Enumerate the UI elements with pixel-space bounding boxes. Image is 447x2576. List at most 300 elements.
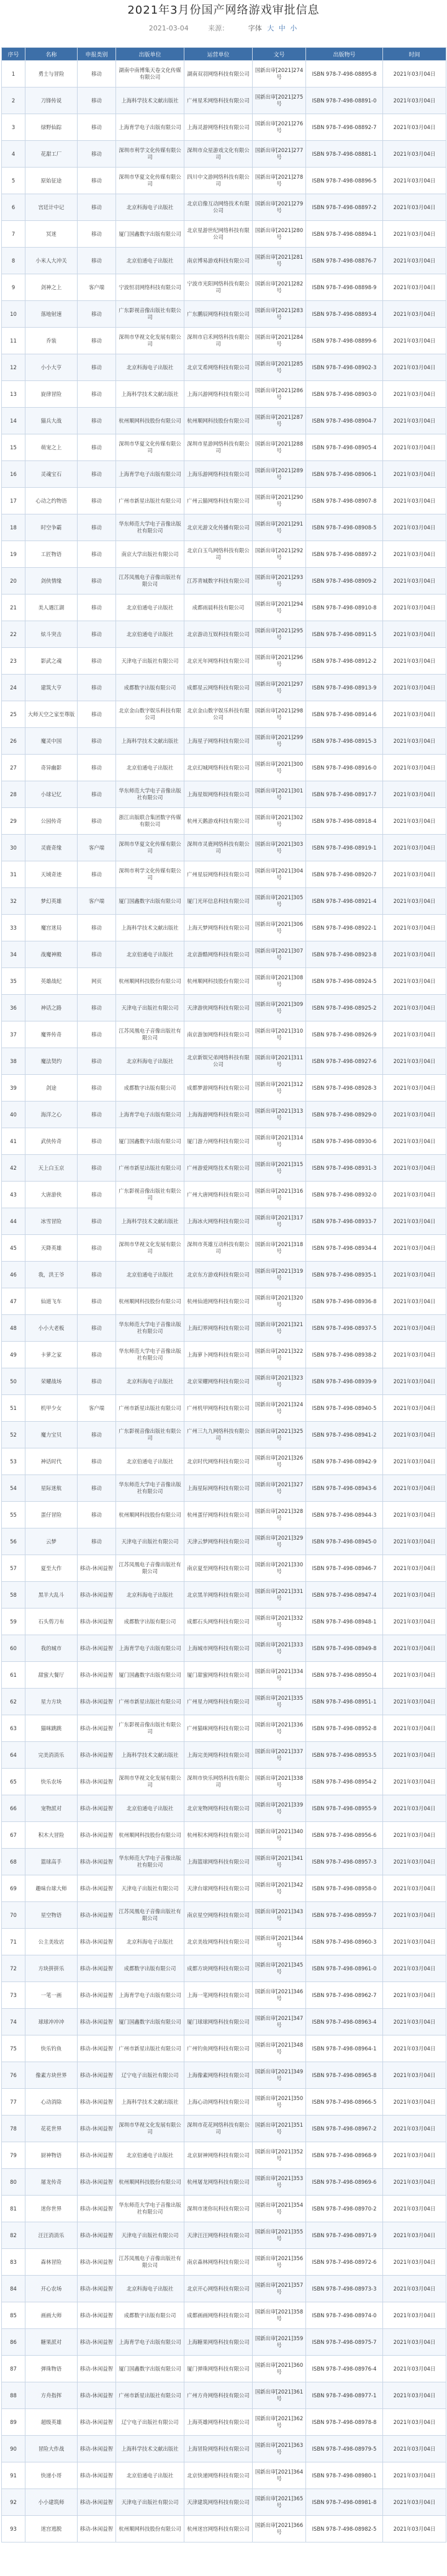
cell-category: 移动-休闲益智: [78, 2462, 116, 2489]
table-row: [2, 1315, 446, 1342]
cell-date: 2021年03月04日: [383, 2009, 446, 2035]
cell-name: 汪汪消消乐: [25, 2222, 78, 2249]
table-row: [2, 1182, 446, 1208]
cell-date: 2021年03月04日: [383, 2382, 446, 2409]
cell-category: 移动: [78, 648, 116, 675]
cell-category: 移动-休闲益智: [78, 2276, 116, 2302]
cell-operator: 江苏青城数字科技有限公司: [184, 568, 253, 595]
cell-index: 29: [2, 808, 25, 835]
cell-publisher: 江苏凤凰电子音像出版社有限公司: [116, 1021, 184, 1048]
cell-operator: 南京星空网络科技有限公司: [184, 1902, 253, 1929]
cell-index: 16: [2, 461, 25, 488]
cell-isbn: ISBN 978-7-498-08980-1: [306, 2462, 383, 2489]
cell-index: 38: [2, 1048, 25, 1075]
cell-isbn: ISBN 978-7-498-08973-3: [306, 2276, 383, 2302]
cell-name: 剑途: [25, 1075, 78, 1102]
font-size-switcher: [248, 24, 299, 32]
approval-table: [1, 47, 446, 2542]
cell-isbn: ISBN 978-7-498-08959-7: [306, 1902, 383, 1929]
cell-name: 建筑大亨: [25, 675, 78, 701]
cell-index: 33: [2, 915, 25, 941]
table-row: [2, 1075, 446, 1102]
cell-operator: 湖南双羽网络科技有限公司: [184, 61, 253, 88]
cell-name: 星力方块: [25, 1689, 78, 1715]
cell-name: 快乐钓鱼: [25, 2035, 78, 2062]
cell-date: 2021年03月04日: [383, 861, 446, 888]
cell-operator: 成都星云网络科技有限公司: [184, 675, 253, 701]
cell-isbn: ISBN 978-7-498-08952-8: [306, 1715, 383, 1742]
table-row: [2, 755, 446, 781]
table-row: [2, 541, 446, 568]
cell-approval-no: 国新出审[2021]275号: [253, 88, 306, 114]
cell-operator: 广州云猫网络科技有限公司: [184, 488, 253, 514]
cell-date: 2021年03月04日: [383, 61, 446, 88]
cell-approval-no: 国新出审[2021]274号: [253, 61, 306, 88]
cell-date: 2021年03月04日: [383, 1555, 446, 1582]
cell-date: 2021年03月04日: [383, 2302, 446, 2329]
cell-category: 移动-休闲益智: [78, 2169, 116, 2196]
cell-approval-no: 国新出审[2021]325号: [253, 1422, 306, 1448]
cell-index: 31: [2, 861, 25, 888]
table-row: [2, 861, 446, 888]
cell-category: 移动: [78, 781, 116, 808]
cell-index: 53: [2, 1448, 25, 1475]
cell-publisher: 上海育学电子出版有限公司: [116, 1635, 184, 1662]
cell-index: 90: [2, 2436, 25, 2462]
cell-category: 移动: [78, 941, 116, 968]
table-row: [2, 2436, 446, 2462]
cell-category: 移动-休闲益智: [78, 1902, 116, 1929]
cell-publisher: 华东师范大学电子音像出版社有限公司: [116, 1315, 184, 1342]
cell-category: 移动-休闲益智: [78, 2089, 116, 2116]
cell-category: 移动: [78, 621, 116, 648]
cell-publisher: 广州市新星出版社有限公司: [116, 1395, 184, 1422]
cell-category: 移动: [78, 755, 116, 781]
cell-date: 2021年03月04日: [383, 461, 446, 488]
cell-category: 移动: [78, 114, 116, 141]
cell-approval-no: 国新出审[2021]366号: [253, 2516, 306, 2542]
cell-approval-no: 国新出审[2021]292号: [253, 541, 306, 568]
cell-operator: 广州机甲网络科技有限公司: [184, 1395, 253, 1422]
cell-isbn: ISBN 978-7-498-08928-3: [306, 1075, 383, 1102]
cell-name: 神话之路: [25, 995, 78, 1021]
cell-category: 移动: [78, 1422, 116, 1448]
cell-category: 移动: [78, 1315, 116, 1342]
cell-isbn: ISBN 978-7-498-08893-4: [306, 301, 383, 328]
table-row: [2, 488, 446, 514]
table-row: [2, 354, 446, 381]
cell-isbn: ISBN 978-7-498-08914-6: [306, 701, 383, 728]
cell-date: 2021年03月04日: [383, 514, 446, 541]
cell-approval-no: 国新出审[2021]305号: [253, 888, 306, 915]
table-row: [2, 1528, 446, 1555]
cell-approval-no: 国新出审[2021]352号: [253, 2142, 306, 2169]
font-medium-button[interactable]: 中: [278, 24, 286, 32]
col-header-date: 时间: [383, 48, 446, 61]
cell-approval-no: 国新出审[2021]341号: [253, 1849, 306, 1875]
cell-publisher: 广东影视音像出版社有限公司: [116, 1422, 184, 1448]
cell-operator: 北京白玉鸟网络科技有限公司: [184, 541, 253, 568]
cell-approval-no: 国新出审[2021]295号: [253, 621, 306, 648]
cell-index: 23: [2, 648, 25, 675]
cell-isbn: ISBN 978-7-498-08940-5: [306, 1395, 383, 1422]
cell-isbn: ISBN 978-7-498-08934-4: [306, 1235, 383, 1262]
table-row: [2, 621, 446, 648]
table-row: [2, 408, 446, 434]
cell-publisher: 天津电子出版社有限公司: [116, 2222, 184, 2249]
cell-name: 海洋之心: [25, 1102, 78, 1128]
cell-operator: 厦门游力网络科技有限公司: [184, 1128, 253, 1155]
cell-isbn: ISBN 978-7-498-08965-8: [306, 2062, 383, 2089]
cell-publisher: 湖南中南博集天卷文化传媒有限公司: [116, 61, 184, 88]
table-row: [2, 941, 446, 968]
cell-index: 46: [2, 1262, 25, 1288]
cell-operator: 上海城市网络科技有限公司: [184, 1635, 253, 1662]
table-row: [2, 1368, 446, 1395]
cell-isbn: ISBN 978-7-498-08933-7: [306, 1208, 383, 1235]
cell-approval-no: 国新出审[2021]308号: [253, 968, 306, 995]
cell-isbn: ISBN 978-7-498-08910-8: [306, 595, 383, 621]
cell-name: 方块拼拼乐: [25, 1955, 78, 1982]
cell-index: 7: [2, 221, 25, 248]
col-header-isbn: 出版物号: [306, 48, 383, 61]
cell-index: 71: [2, 1929, 25, 1955]
cell-operator: 杭州顺网科技股份有限公司: [184, 408, 253, 434]
cell-approval-no: 国新出审[2021]328号: [253, 1502, 306, 1528]
cell-isbn: ISBN 978-7-498-08899-6: [306, 328, 383, 354]
cell-date: 2021年03月04日: [383, 1182, 446, 1208]
cell-index: 82: [2, 2222, 25, 2249]
cell-index: 42: [2, 1155, 25, 1182]
cell-index: 5: [2, 168, 25, 194]
cell-category: 移动: [78, 728, 116, 755]
cell-isbn: ISBN 978-7-498-08917-7: [306, 781, 383, 808]
cell-date: 2021年03月04日: [383, 1048, 446, 1075]
cell-category: 移动: [78, 408, 116, 434]
cell-date: 2021年03月04日: [383, 1849, 446, 1875]
table-row: [2, 2329, 446, 2356]
cell-category: 客户端: [78, 274, 116, 301]
cell-name: 战魔神殿: [25, 941, 78, 968]
cell-publisher: 厦门国鑫数字出版有限公司: [116, 888, 184, 915]
cell-name: 快递小哥: [25, 2462, 78, 2489]
cell-approval-no: 国新出审[2021]337号: [253, 1742, 306, 1769]
table-row: [2, 1582, 446, 1609]
cell-operator: 上海灵游网络科技有限公司: [184, 114, 253, 141]
table-row: [2, 1769, 446, 1795]
cell-publisher: 北京伯通电子出版社: [116, 2462, 184, 2489]
cell-name: 原始征途: [25, 168, 78, 194]
cell-name: 甜蜜大餐厅: [25, 1662, 78, 1689]
cell-index: 1: [2, 61, 25, 88]
cell-index: 3: [2, 114, 25, 141]
cell-operator: 天津游侠网络科技有限公司: [184, 995, 253, 1021]
cell-name: 武侠传奇: [25, 1128, 78, 1155]
cell-isbn: ISBN 978-7-498-08957-3: [306, 1849, 383, 1875]
table-row: [2, 2062, 446, 2089]
cell-approval-no: 国新出审[2021]339号: [253, 1795, 306, 1822]
cell-date: 2021年03月04日: [383, 301, 446, 328]
table-row: [2, 1448, 446, 1475]
cell-name: 小米人大冲关: [25, 248, 78, 274]
cell-name: 心动之约物语: [25, 488, 78, 514]
cell-category: 移动: [78, 675, 116, 701]
cell-isbn: ISBN 978-7-498-08978-8: [306, 2409, 383, 2436]
cell-index: 83: [2, 2249, 25, 2276]
col-header-index: 序号: [2, 48, 25, 61]
cell-category: 移动-休闲益智: [78, 2356, 116, 2382]
cell-operator: 广州星力网络科技有限公司: [184, 1689, 253, 1715]
table-row: [2, 2169, 446, 2196]
cell-index: 56: [2, 1528, 25, 1555]
cell-date: 2021年03月04日: [383, 2356, 446, 2382]
cell-publisher: 广州市新星出版社有限公司: [116, 488, 184, 514]
cell-index: 66: [2, 1795, 25, 1822]
cell-date: 2021年03月04日: [383, 168, 446, 194]
cell-isbn: ISBN 978-7-498-08967-2: [306, 2116, 383, 2142]
table-row: [2, 1021, 446, 1048]
cell-publisher: 杭州顺网科技股份有限公司: [116, 1822, 184, 1849]
cell-isbn: ISBN 978-7-498-08979-5: [306, 2436, 383, 2462]
table-row: [2, 114, 446, 141]
cell-operator: 上海像素网络科技有限公司: [184, 2062, 253, 2089]
cell-name: 落地射速: [25, 301, 78, 328]
cell-isbn: ISBN 978-7-498-08942-9: [306, 1448, 383, 1475]
cell-date: 2021年03月04日: [383, 1528, 446, 1555]
cell-category: 移动-休闲益智: [78, 1929, 116, 1955]
cell-category: 移动: [78, 434, 116, 461]
cell-name: 英雄战纪: [25, 968, 78, 995]
cell-publisher: 广东影视音像出版社有限公司: [116, 1182, 184, 1208]
table-row: [2, 2222, 446, 2249]
cell-isbn: ISBN 978-7-498-08912-2: [306, 648, 383, 675]
cell-publisher: 成都数字出版有限公司: [116, 1609, 184, 1635]
cell-operator: 天津汪汪网络科技有限公司: [184, 2222, 253, 2249]
table-row: [2, 2356, 446, 2382]
cell-date: 2021年03月04日: [383, 88, 446, 114]
cell-approval-no: 国新出审[2021]302号: [253, 808, 306, 835]
table-row: [2, 915, 446, 941]
cell-date: 2021年03月04日: [383, 141, 446, 168]
table-row: [2, 675, 446, 701]
cell-isbn: ISBN 978-7-498-08931-3: [306, 1155, 383, 1182]
table-row: [2, 328, 446, 354]
cell-approval-no: 国新出审[2021]283号: [253, 301, 306, 328]
font-large-button[interactable]: 大: [267, 24, 274, 32]
cell-approval-no: 国新出审[2021]363号: [253, 2436, 306, 2462]
cell-date: 2021年03月04日: [383, 781, 446, 808]
cell-approval-no: 国新出审[2021]343号: [253, 1902, 306, 1929]
cell-name: 完美消消乐: [25, 1742, 78, 1769]
cell-approval-no: 国新出审[2021]334号: [253, 1662, 306, 1689]
cell-date: 2021年03月04日: [383, 1262, 446, 1288]
cell-name: 卡萝之家: [25, 1342, 78, 1368]
cell-name: 大师天空之家至尊版: [25, 701, 78, 728]
cell-date: 2021年03月04日: [383, 888, 446, 915]
cell-publisher: 深圳市华视文化发展有限公司: [116, 328, 184, 354]
cell-name: 机甲少女: [25, 1395, 78, 1422]
col-header-approval-no: 文号: [253, 48, 306, 61]
cell-date: 2021年03月04日: [383, 2436, 446, 2462]
cell-operator: 北京荣耀网络科技有限公司: [184, 1368, 253, 1395]
cell-isbn: ISBN 978-7-498-08902-3: [306, 354, 383, 381]
cell-approval-no: 国新出审[2021]357号: [253, 2276, 306, 2302]
cell-operator: 上海星际网络科技有限公司: [184, 1475, 253, 1502]
cell-approval-no: 国新出审[2021]298号: [253, 701, 306, 728]
cell-approval-no: 国新出审[2021]280号: [253, 221, 306, 248]
cell-approval-no: 国新出审[2021]348号: [253, 2035, 306, 2062]
cell-operator: 成都石头网络科技有限公司: [184, 1609, 253, 1635]
cell-publisher: 辽宁电子出版社有限公司: [116, 2062, 184, 2089]
cell-approval-no: 国新出审[2021]346号: [253, 1982, 306, 2009]
cell-isbn: ISBN 978-7-498-08911-5: [306, 621, 383, 648]
cell-index: 45: [2, 1235, 25, 1262]
cell-operator: 厦门甜蜜网络科技有限公司: [184, 1662, 253, 1689]
cell-approval-no: 国新出审[2021]300号: [253, 755, 306, 781]
cell-date: 2021年03月04日: [383, 2516, 446, 2542]
cell-isbn: ISBN 978-7-498-08966-5: [306, 2089, 383, 2116]
cell-approval-no: 国新出审[2021]347号: [253, 2009, 306, 2035]
article-meta: [0, 22, 447, 35]
table-row: [2, 1235, 446, 1262]
cell-operator: 杭州积木网络科技有限公司: [184, 1822, 253, 1849]
cell-index: 35: [2, 968, 25, 995]
cell-index: 21: [2, 595, 25, 621]
cell-isbn: ISBN 978-7-498-08945-0: [306, 1528, 383, 1555]
cell-operator: 杭州仙道网络科技有限公司: [184, 1288, 253, 1315]
cell-publisher: 厦门国鑫数字出版有限公司: [116, 2009, 184, 2035]
table-row: [2, 808, 446, 835]
cell-index: 68: [2, 1849, 25, 1875]
cell-isbn: ISBN 978-7-498-08896-5: [306, 168, 383, 194]
cell-approval-no: 国新出审[2021]307号: [253, 941, 306, 968]
cell-index: 40: [2, 1102, 25, 1128]
cell-date: 2021年03月04日: [383, 2276, 446, 2302]
cell-approval-no: 国新出审[2021]361号: [253, 2382, 306, 2409]
font-small-button[interactable]: 小: [290, 24, 297, 32]
cell-name: 小小大老板: [25, 1315, 78, 1342]
cell-approval-no: 国新出审[2021]342号: [253, 1875, 306, 1902]
cell-name: 云梦: [25, 1528, 78, 1555]
cell-category: 移动-休闲益智: [78, 1689, 116, 1715]
cell-index: 49: [2, 1342, 25, 1368]
cell-approval-no: 国新出审[2021]310号: [253, 1021, 306, 1048]
table-row: [2, 595, 446, 621]
cell-index: 79: [2, 2142, 25, 2169]
cell-date: 2021年03月04日: [383, 274, 446, 301]
cell-category: 移动: [78, 1262, 116, 1288]
cell-publisher: 广州市新星出版社有限公司: [116, 1689, 184, 1715]
cell-category: 移动: [78, 1342, 116, 1368]
cell-isbn: ISBN 978-7-498-08950-4: [306, 1662, 383, 1689]
cell-approval-no: 国新出审[2021]364号: [253, 2462, 306, 2489]
cell-operator: 上海英雄网络科技有限公司: [184, 2409, 253, 2436]
cell-publisher: 上海科学技术文献出版社: [116, 1742, 184, 1769]
cell-category: 移动: [78, 1475, 116, 1502]
cell-operator: 天津台球网络科技有限公司: [184, 1875, 253, 1902]
cell-approval-no: 国新出审[2021]282号: [253, 274, 306, 301]
cell-isbn: ISBN 978-7-498-08932-0: [306, 1182, 383, 1208]
cell-name: 森林冒险: [25, 2249, 78, 2276]
cell-isbn: ISBN 978-7-498-08972-6: [306, 2249, 383, 2276]
cell-index: 69: [2, 1875, 25, 1902]
cell-name: 夏至大作: [25, 1555, 78, 1582]
cell-isbn: ISBN 978-7-498-08918-4: [306, 808, 383, 835]
cell-date: 2021年03月04日: [383, 248, 446, 274]
cell-approval-no: 国新出审[2021]340号: [253, 1822, 306, 1849]
cell-category: 移动: [78, 381, 116, 408]
cell-category: 移动-休闲益智: [78, 2382, 116, 2409]
cell-index: 59: [2, 1609, 25, 1635]
cell-name: 篮球高手: [25, 1849, 78, 1875]
cell-operator: 北京金山数字娱乐科技有限公司: [184, 701, 253, 728]
cell-publisher: 深圳市利学文化传媒有限公司: [116, 861, 184, 888]
cell-date: 2021年03月04日: [383, 1875, 446, 1902]
cell-publisher: 上海育学电子出版有限公司: [116, 114, 184, 141]
cell-publisher: 厦门国鑫数字出版有限公司: [116, 1662, 184, 1689]
table-row: [2, 1689, 446, 1715]
cell-index: 12: [2, 354, 25, 381]
font-size-label: 字体: [248, 24, 262, 32]
cell-category: 移动: [78, 1368, 116, 1395]
table-row: [2, 835, 446, 861]
cell-category: 移动: [78, 1502, 116, 1528]
cell-approval-no: 国新出审[2021]335号: [253, 1689, 306, 1715]
cell-name: 厨神物语: [25, 2142, 78, 2169]
cell-category: 移动: [78, 168, 116, 194]
cell-date: 2021年03月04日: [383, 1315, 446, 1342]
cell-category: 移动-休闲益智: [78, 1715, 116, 1742]
cell-index: 88: [2, 2382, 25, 2409]
col-header-name: 名称: [25, 48, 78, 61]
cell-date: 2021年03月04日: [383, 1635, 446, 1662]
cell-publisher: 北京科海电子出版社: [116, 354, 184, 381]
cell-approval-no: 国新出审[2021]351号: [253, 2116, 306, 2142]
cell-index: 80: [2, 2169, 25, 2196]
cell-name: 天降英雄: [25, 1235, 78, 1262]
cell-isbn: ISBN 978-7-498-08960-3: [306, 1929, 383, 1955]
table-row: [2, 61, 446, 88]
cell-isbn: ISBN 978-7-498-08971-9: [306, 2222, 383, 2249]
cell-date: 2021年03月04日: [383, 648, 446, 675]
cell-date: 2021年03月04日: [383, 328, 446, 354]
cell-name: 冥迷: [25, 221, 78, 248]
cell-publisher: 成都数字出版有限公司: [116, 675, 184, 701]
cell-approval-no: 国新出审[2021]297号: [253, 675, 306, 701]
cell-date: 2021年03月04日: [383, 381, 446, 408]
cell-name: 冒险大作战: [25, 2436, 78, 2462]
cell-index: 87: [2, 2356, 25, 2382]
table-body: [2, 61, 446, 2542]
cell-operator: 杭州顺网科技股份有限公司: [184, 968, 253, 995]
cell-publisher: 天津电子出版社有限公司: [116, 1528, 184, 1555]
cell-operator: 广州星禾网络科技有限公司: [184, 88, 253, 114]
cell-index: 77: [2, 2089, 25, 2116]
cell-index: 67: [2, 1822, 25, 1849]
cell-approval-no: 国新出审[2021]323号: [253, 1368, 306, 1395]
cell-isbn: ISBN 978-7-498-08951-1: [306, 1689, 383, 1715]
cell-publisher: 天津电子出版社有限公司: [116, 2489, 184, 2516]
cell-date: 2021年03月04日: [383, 1955, 446, 1982]
cell-date: 2021年03月04日: [383, 1662, 446, 1689]
cell-name: 灵魂宝石: [25, 461, 78, 488]
cell-approval-no: 国新出审[2021]345号: [253, 1955, 306, 1982]
cell-operator: 南京游加网络科技有限公司: [184, 1021, 253, 1048]
cell-date: 2021年03月04日: [383, 354, 446, 381]
table-row: [2, 2276, 446, 2302]
cell-publisher: 北京伯通电子出版社: [116, 1448, 184, 1475]
table-row: [2, 781, 446, 808]
